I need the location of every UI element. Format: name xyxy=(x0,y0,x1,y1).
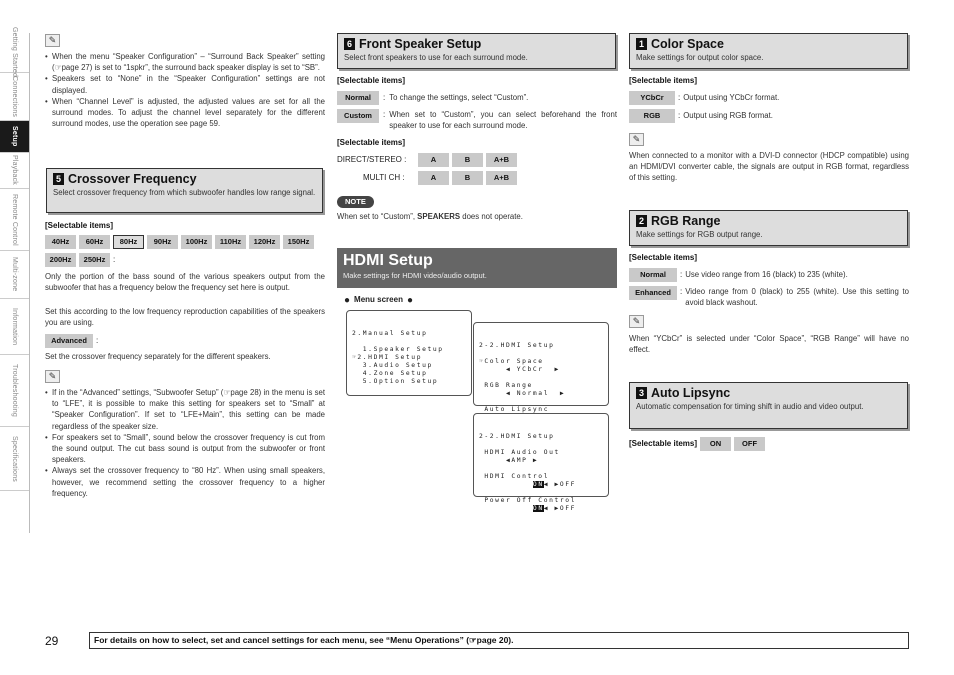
tab-playback[interactable]: Playback xyxy=(0,153,29,189)
rgb-chip[interactable]: RGB xyxy=(629,109,675,123)
speaker-a-option[interactable]: A xyxy=(418,171,449,185)
auto-lipsync-title: Auto Lipsync xyxy=(651,386,731,400)
note-pencil-icon: ✎ xyxy=(629,133,644,146)
crossover-notes-list xyxy=(45,387,325,499)
advanced-row: Advanced : xyxy=(45,334,98,348)
ycbcr-text: Output using YCbCr format. xyxy=(683,93,780,103)
normal-text: To change the settings, select “Custom”. xyxy=(389,93,529,102)
osd-manual-setup: 2.Manual Setup 1.Speaker Setup ☞2.HDMI Setup 3.Audio Setup 4.Zone Setup 5.Option Setup xyxy=(346,310,472,396)
rgb-range-note: When “YCbCr” is selected under “Color Space”, “RGB Range” will have no effect. xyxy=(629,334,909,355)
tab-setup[interactable]: Setup xyxy=(0,121,29,153)
tab-troubleshooting[interactable]: Troubleshooting xyxy=(0,355,29,427)
footer-instructions: For details on how to select, set and cancel settings for each menu, see “Menu Operations” (☞page 20). xyxy=(89,632,909,649)
custom-text: When set to “Custom”, you can select beforehand the front speaker to use for each surround mode. xyxy=(389,110,617,131)
front-speaker-title: Front Speaker Setup xyxy=(359,37,482,51)
front-speaker-desc: Select front speakers to use for each surround mode. xyxy=(344,53,528,62)
auto-lipsync-desc: Automatic compensation for timing shift in audio and video output. xyxy=(636,402,864,411)
rgb-text: Output using RGB format. xyxy=(683,111,773,121)
note-pencil-icon: ✎ xyxy=(629,315,644,328)
freq-option[interactable]: 100Hz xyxy=(181,235,212,249)
section-number-5: 5 xyxy=(53,173,64,185)
rgb-range-desc: Make settings for RGB output range. xyxy=(636,230,763,239)
auto-lipsync-options xyxy=(629,437,765,451)
tab-specifications[interactable]: Specifications xyxy=(0,427,29,491)
section-number-1: 1 xyxy=(636,38,647,50)
rgb-enhanced-item: Enhanced : Video range from 0 (black) to 255 (white). Use this setting to avoid black washout. xyxy=(629,286,909,308)
section-number-3: 3 xyxy=(636,387,647,399)
advanced-chip[interactable]: Advanced xyxy=(45,334,93,348)
front-speaker-item-normal: Normal : To change the settings, select “Custom”. xyxy=(337,91,617,105)
crossover-freq-row1 xyxy=(45,235,314,249)
freq-option[interactable]: 200Hz xyxy=(45,253,76,267)
side-tab-bar xyxy=(0,27,30,533)
hdmi-desc: Make settings for HDMI video/audio output. xyxy=(343,271,487,280)
rgb-enhanced-chip[interactable]: Enhanced xyxy=(629,286,677,300)
auto-lipsync-header xyxy=(629,382,908,429)
freq-option[interactable]: 110Hz xyxy=(215,235,246,249)
crossover-text-1: Only the portion of the bass sound of the various speakers output from the subwoofer that has a frequency below the frequency set here is output. xyxy=(45,272,325,293)
top-note-3: • When “Channel Level” is adjusted, the adjusted values are set for all the surround modes. To adjust the channel level separately for the different surround modes, use the operation see page 59. xyxy=(45,96,325,130)
section-number-6: 6 xyxy=(344,38,355,50)
rgb-enhanced-text: Video range from 0 (black) to 255 (white). Use this setting to avoid black washout. xyxy=(685,287,909,308)
crossover-note-3: • Always set the crossover frequency to “80 Hz”. When using small speakers, however, we recommend setting the crossover frequency to a higher frequency. xyxy=(45,465,325,499)
freq-option-selected[interactable]: 80Hz xyxy=(113,235,144,249)
hdmi-title: HDMI Setup xyxy=(343,252,433,269)
freq-option[interactable]: 250Hz xyxy=(79,253,110,267)
speaker-b-option[interactable]: B xyxy=(452,153,483,167)
rgb-item: RGB : Output using RGB format. xyxy=(629,109,773,123)
top-notes-list xyxy=(45,51,325,129)
rgb-range-selectable-label: [Selectable items] xyxy=(629,253,698,262)
speaker-a-option[interactable]: A xyxy=(418,153,449,167)
speaker-b-option[interactable]: B xyxy=(452,171,483,185)
color-space-selectable-label: [Selectable items] xyxy=(629,76,698,85)
note-pencil-icon: ✎ xyxy=(45,370,60,383)
tab-remote-control[interactable]: Remote Control xyxy=(0,189,29,251)
front-speaker-selectable-label: [Selectable items] xyxy=(337,76,406,85)
crossover-freq-row2: 200Hz 250Hz : xyxy=(45,253,115,267)
auto-lipsync-selectable-label: [Selectable items] xyxy=(629,438,698,448)
section-number-2: 2 xyxy=(636,215,647,227)
color-space-note: When connected to a monitor with a DVI-D connector (HDCP compatible) using an HDMI/DVI converter cable, the signals are output in RGB format, regardless of this setting. xyxy=(629,151,909,183)
front-speaker-note: When set to “Custom”, SPEAKERS does not operate. xyxy=(337,212,523,221)
normal-chip[interactable]: Normal xyxy=(337,91,379,105)
osd-hdmi-setup-1: 2-2.HDMI Setup ☞Color Space ◀ YCbCr ▶ RGB Range ◀ Normal ▶ Auto Lipsync xyxy=(473,322,609,406)
direct-stereo-row xyxy=(337,153,517,167)
crossover-note-2: • For speakers set to “Small”, sound below the crossover frequency is cut from the sound output. The cut bass sound is output from the subwoofer or front speakers. xyxy=(45,432,325,466)
ycbcr-item: YCbCr : Output using YCbCr format. xyxy=(629,91,779,105)
crossover-selectable-label: [Selectable items] xyxy=(45,221,114,230)
ycbcr-chip[interactable]: YCbCr xyxy=(629,91,675,105)
front-speaker-setup-header xyxy=(337,33,616,69)
note-pencil-icon: ✎ xyxy=(45,34,60,47)
speaker-ab-option[interactable]: A+B xyxy=(486,153,517,167)
tab-getting-started[interactable]: Getting Started xyxy=(0,33,29,73)
freq-option[interactable]: 60Hz xyxy=(79,235,110,249)
crossover-desc: Select crossover frequency from which subwoofer handles low range signal. xyxy=(53,188,316,197)
direct-stereo-label: DIRECT/STEREO : xyxy=(337,154,407,164)
osd-hdmi-setup-2: 2-2.HDMI Setup HDMI Audio Out ◀AMP ▶ HDMI Control ON◀ ▶OFF Power Off Control ON◀ ▶OFF xyxy=(473,413,609,497)
hdmi-setup-banner xyxy=(337,248,617,288)
menu-screen-label: ● Menu screen ● xyxy=(344,295,413,306)
color-space-desc: Make settings for output color space. xyxy=(636,53,764,62)
front-speaker-selectable-label-2: [Selectable items] xyxy=(337,138,406,147)
crossover-note-1: • If in the “Advanced” settings, “Subwoofer Setup” (☞page 28) in the menu is set to “LFE”, it is possible to make this setting for speakers set to “Small” at “Speaker Configuration”. If set to “LFE+Main”, this setting can be made regardless of the speaker size. xyxy=(45,387,325,432)
rgb-normal-item: Normal : Use video range from 16 (black) to 235 (white). xyxy=(629,268,909,282)
freq-option[interactable]: 120Hz xyxy=(249,235,280,249)
freq-option[interactable]: 90Hz xyxy=(147,235,178,249)
rgb-range-title: RGB Range xyxy=(651,214,721,228)
freq-option[interactable]: 150Hz xyxy=(283,235,314,249)
rgb-normal-text: Use video range from 16 (black) to 235 (white). xyxy=(685,270,848,279)
multi-ch-label: MULTI CH : xyxy=(363,172,405,182)
page-number: 29 xyxy=(45,634,59,648)
speaker-ab-option[interactable]: A+B xyxy=(486,171,517,185)
lipsync-off-option[interactable]: OFF xyxy=(734,437,765,451)
rgb-normal-chip[interactable]: Normal xyxy=(629,268,677,282)
tab-multi-zone[interactable]: Multi-zone xyxy=(0,251,29,299)
tab-information[interactable]: Information xyxy=(0,299,29,355)
multi-ch-row xyxy=(337,171,517,185)
top-note-2: • Speakers set to “None” in the “Speaker Configuration” settings are not displayed. xyxy=(45,73,325,95)
advanced-text: Set the crossover frequency separately for the different speakers. xyxy=(45,352,271,361)
crossover-text-2: Set this according to the low frequency reproduction capabilities of the speakers you are using. xyxy=(45,307,325,328)
lipsync-on-option[interactable]: ON xyxy=(700,437,731,451)
top-note-1: • When the menu “Speaker Configuration” – “Surround Back Speaker” setting (☞page 27) is set to “1spkr”, the surround back speaker display is set to “SB”. xyxy=(45,51,325,73)
note-tag: NOTE xyxy=(337,196,374,208)
tab-connections[interactable]: Connections xyxy=(0,73,29,121)
color-space-title: Color Space xyxy=(651,37,724,51)
custom-chip[interactable]: Custom xyxy=(337,109,379,123)
freq-option[interactable]: 40Hz xyxy=(45,235,76,249)
crossover-title: Crossover Frequency xyxy=(68,172,197,186)
color-space-header xyxy=(629,33,908,69)
rgb-range-header xyxy=(629,210,908,246)
crossover-frequency-header xyxy=(46,168,323,213)
front-speaker-item-custom: Custom : When set to “Custom”, you can select beforehand the front speaker to use for each surround mode. xyxy=(337,109,617,131)
